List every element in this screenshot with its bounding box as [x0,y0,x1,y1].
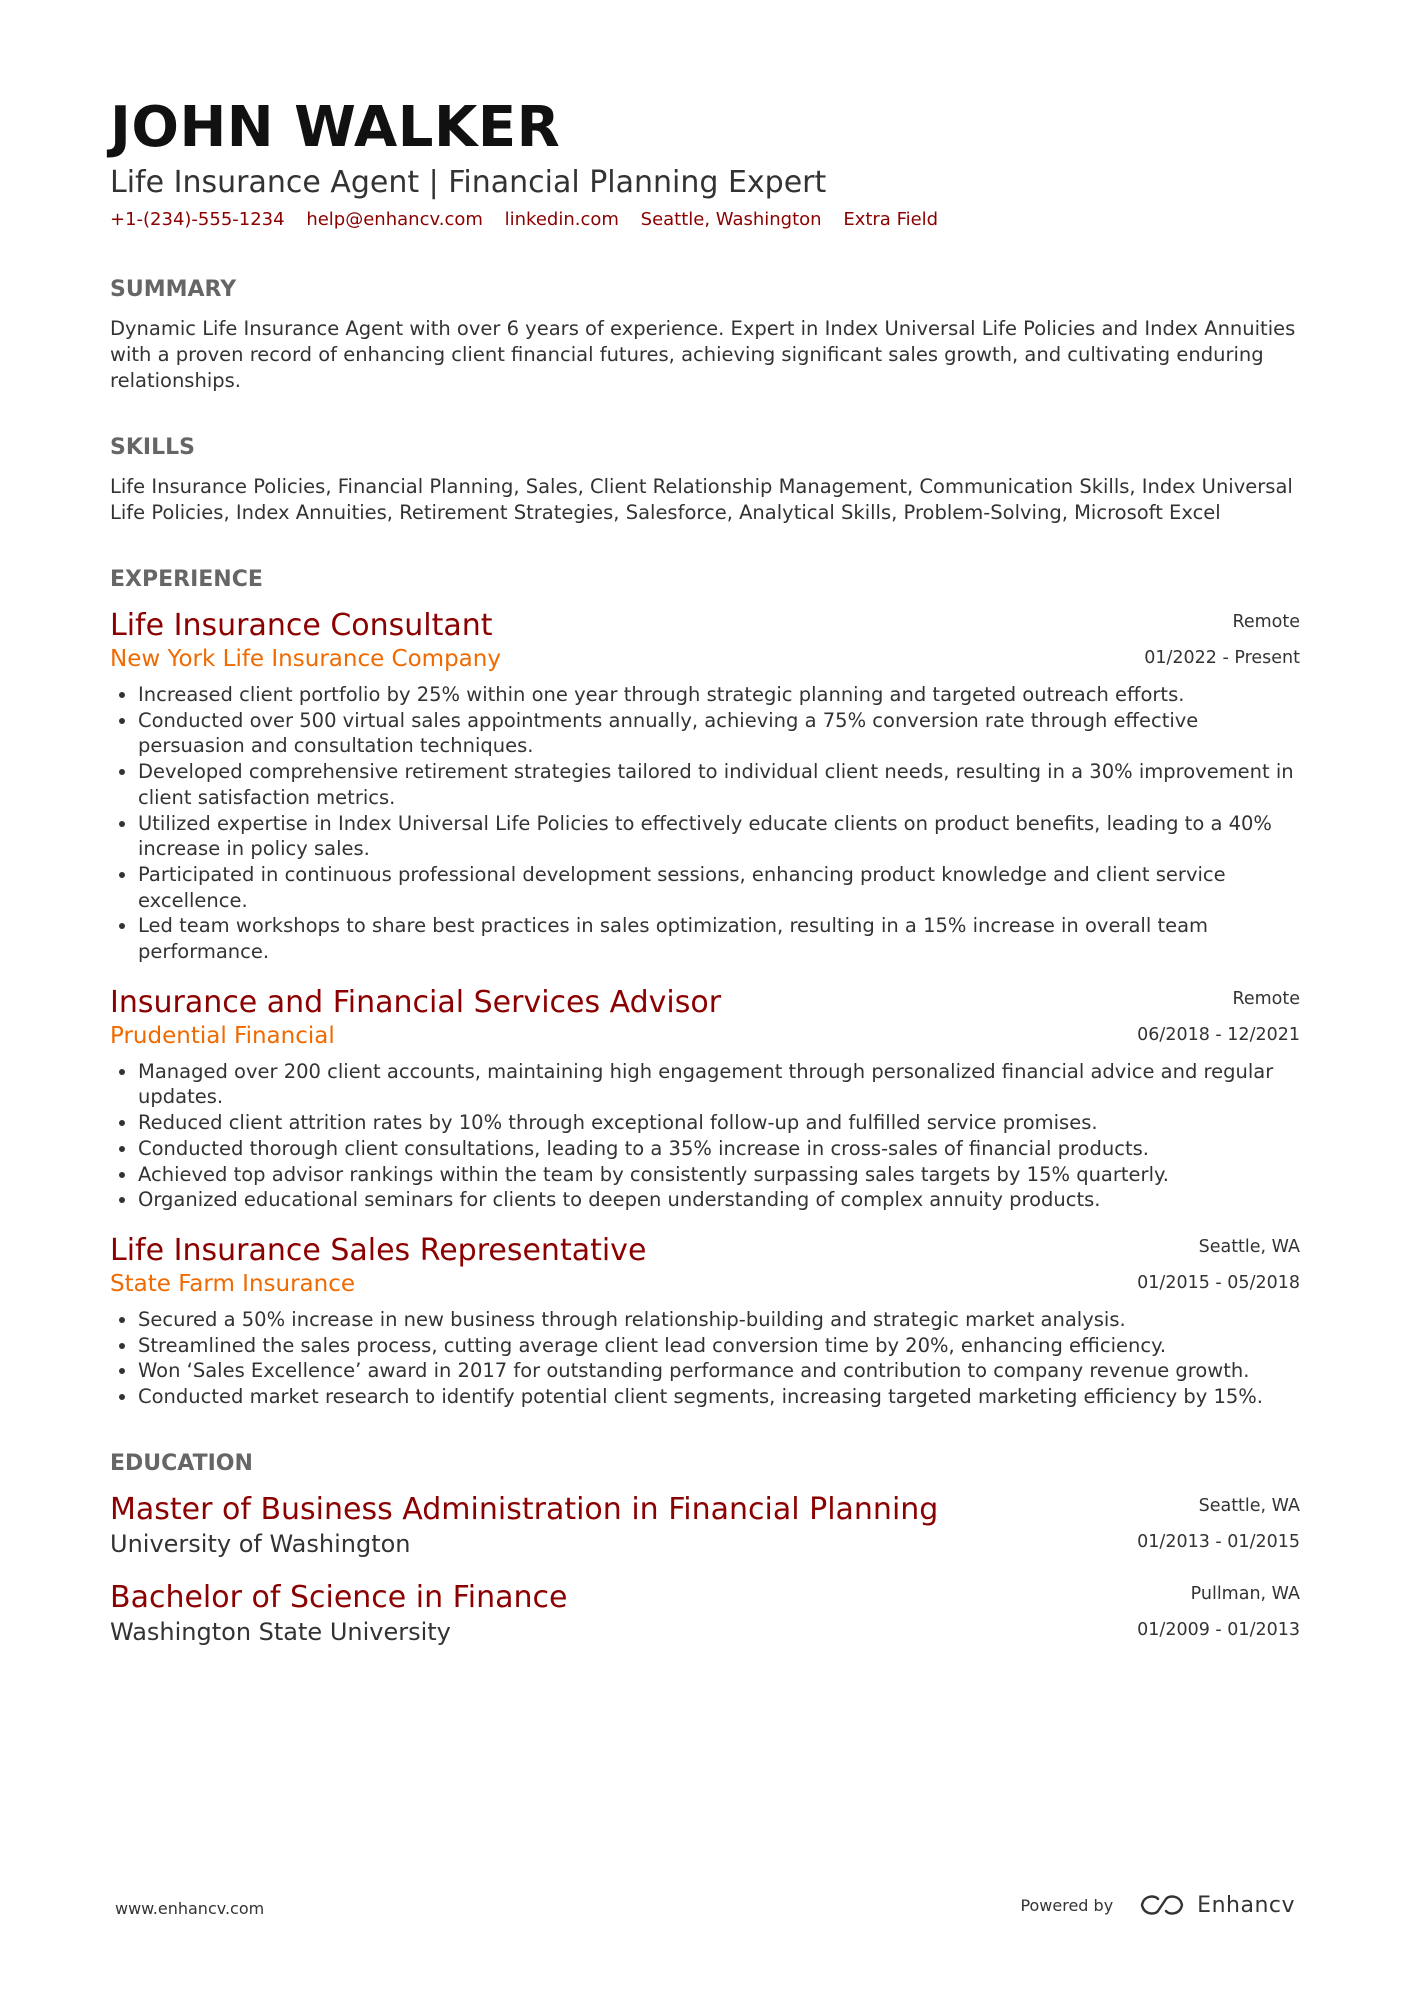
bullet-item: • Participated in continuous professional development sessions, enhancing product knowledge and client service excellence. [138,862,1300,913]
powered-by-label: Powered by [1020,1895,1114,1915]
job-dates: 06/2018 - 12/2021 [1137,1024,1300,1045]
bullet-item: • Increased client portfolio by 25% within one year through strategic planning and targeted outreach efforts. [138,682,1300,708]
degree-title: Master of Business Administration in Financial Planning [110,1491,939,1527]
contact-extra-field: Extra Field [843,209,939,230]
job-title: Insurance and Financial Services Advisor [110,984,722,1020]
experience-entry-header [110,1233,1300,1299]
enhancv-logo-icon [1139,1893,1185,1917]
experience-entry-header [110,985,1300,1051]
contact-location: Seattle, Washington [640,209,822,230]
skills-heading: SKILLS [110,435,195,460]
job-location: Remote [1232,988,1300,1009]
education-meta [1137,1492,1300,1554]
bullet-item: • Won ‘Sales Excellence’ award in 2017 for outstanding performance and contribution to company revenue growth. [138,1358,1300,1384]
job-bullets [110,1307,1300,1410]
job-location: Seattle, WA [1198,1236,1300,1257]
summary-heading: SUMMARY [110,277,237,302]
page-footer [115,1885,1295,1925]
bullet-item: • Conducted market research to identify potential client segments, increasing targeted marketing efficiency by 15%. [138,1384,1300,1410]
school-name: Washington State University [110,1617,451,1646]
bullet-item: • Streamlined the sales process, cutting average client lead conversion time by 20%, enhancing efficiency. [138,1333,1300,1359]
bullet-item: • Managed over 200 client accounts, maintaining high engagement through personalized financial advice and regular updates. [138,1059,1300,1110]
company-name: New York Life Insurance Company [110,646,501,672]
company-name: State Farm Insurance [110,1270,356,1297]
bullet-item: • Utilized expertise in Index Universal Life Policies to effectively educate clients on product benefits, leading to a 40% increase in policy sales. [138,811,1300,862]
bullet-item: • Developed comprehensive retirement strategies tailored to individual client needs, resulting in a 30% improvement in client satisfaction metrics. [138,759,1300,810]
education-dates: 01/2009 - 01/2013 [1137,1619,1300,1640]
bullet-item: • Conducted over 500 virtual sales appointments annually, achieving a 75% conversion rate through effective persuasion and consultation techniques. [138,708,1300,759]
job-meta [1144,608,1300,670]
job-location: Remote [1232,612,1300,632]
degree-title: Bachelor of Science in Finance [110,1579,568,1615]
job-title: Life Insurance Consultant [110,608,493,643]
job-dates: 01/2022 - Present [1144,648,1300,668]
education-entry-header [110,1492,1300,1560]
experience-entry-header [110,608,1300,674]
contact-phone[interactable]: +1-(234)-555-1234 [110,209,285,230]
education-dates: 01/2013 - 01/2015 [1137,1531,1300,1552]
candidate-name: JOHN WALKER [110,95,561,160]
education-heading: EDUCATION [110,1450,253,1476]
education-meta [1137,1580,1300,1642]
bullet-item: • Secured a 50% increase in new business through relationship-building and strategic market analysis. [138,1307,1300,1333]
bullet-item: • Achieved top advisor rankings within the team by consistently surpassing sales targets by 15% quarterly. [138,1162,1300,1188]
contact-info [110,208,1300,232]
brand-name[interactable]: Enhancv [1197,1892,1295,1918]
experience-entry [110,985,1300,1213]
job-meta [1137,1233,1300,1295]
experience-entry [110,608,1300,965]
company-name: Prudential Financial [110,1022,335,1049]
education-location: Seattle, WA [1198,1495,1300,1516]
bullet-item: • Reduced client attrition rates by 10% through exceptional follow-up and fulfilled service promises. [138,1110,1300,1136]
job-dates: 01/2015 - 05/2018 [1137,1272,1300,1293]
contact-linkedin[interactable]: linkedin.com [504,209,619,230]
candidate-title: Life Insurance Agent | Financial Planning Expert [110,165,827,200]
skills-text: Life Insurance Policies, Financial Planning, Sales, Client Relationship Management, Communication Skills, Index Universal Life Policies, Index Annuities, Retirement Strategies, Salesforce, Analytical Skills, Problem-Solving, Microsoft Excel [110,475,1293,524]
job-bullets [110,1059,1300,1213]
school-name: University of Washington [110,1529,411,1558]
education-entry [110,1492,1300,1560]
footer-website[interactable]: www.enhancv.com [115,1899,265,1918]
bullet-item: • Organized educational seminars for clients to deepen understanding of complex annuity products. [138,1187,1300,1213]
education-entry-header [110,1580,1300,1648]
bullet-item: • Conducted thorough client consultations, leading to a 35% increase in cross-sales of financial products. [138,1136,1300,1162]
summary-text: Dynamic Life Insurance Agent with over 6 years of experience. Expert in Index Universal Life Policies and Index Annuities with a proven record of enhancing client financial futures, achieving significant sales growth, and cultivating enduring relationships. [110,317,1296,392]
experience-entry [110,1233,1300,1410]
experience-heading: EXPERIENCE [110,567,263,592]
education-entry [110,1580,1300,1648]
bullet-item: • Led team workshops to share best practices in sales optimization, resulting in a 15% increase in overall team performance. [138,913,1300,964]
job-bullets [110,682,1300,965]
education-location: Pullman, WA [1190,1583,1300,1604]
job-title: Life Insurance Sales Representative [110,1232,647,1268]
footer-branding [1020,1885,1295,1925]
contact-email[interactable]: help@enhancv.com [306,209,483,230]
job-meta [1137,985,1300,1047]
